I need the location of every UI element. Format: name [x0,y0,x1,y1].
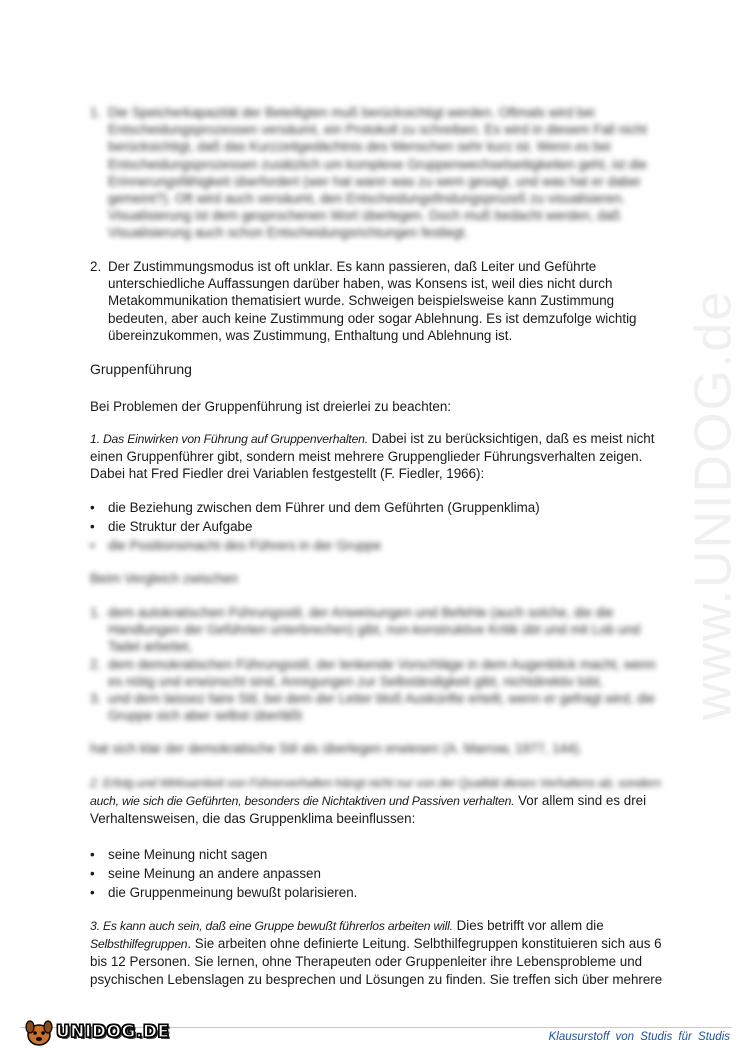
list-item: 2. dem demokratischen Führungsstil, der lenkende Vorschläge in dem Augenblick macht, wenn es nötig und erwünscht sind, Anregungen zur Selbständigkeit gibt, nichtdirektiv lobt, [90,656,656,689]
bullet-list-2 [90,845,670,902]
bullet-list-1 [90,498,670,555]
blurred-list-2 [90,604,670,724]
list-item: • die Beziehung zwischen dem Führer und dem Geführten (Gruppenklima) [90,500,540,515]
section-heading: Gruppenführung [90,361,192,377]
point-2-paragraph: 2. Erfolg und Wirksamkeit von Führerverhalten hängt nicht nur von der Qualität dieses Verhaltens ab, sondern auch, wie sich die Geführten, besonders die Nichtaktiven und Passiven verhalten. Vor allem sind es drei Verhaltensweisen, die das Gruppenklima beeinflussen: [90,776,661,827]
list-item: 1. Die Speicherkapazität der Beteiligten muß berücksichtigt werden. Oftmals wird bei Entscheidungsprozessen versäumt, ein Protokoll zu schreiben. Es wird in diesem Fall nicht berücksichtigt, daß das Kurzzeitgedächtnis des Menschen sehr kurz ist. Wenn es bei Entscheidungsprozessen zusätzlich um komplexe Gruppenwechselseitigkeiten geht, ist die Erinnerungsfähigkeit überfordert (wer hat wann was zu wem gesagt, und was hat er dabei gemeint?). Oft wird auch versäumt, den Entscheidungsfindungsprozeß zu visualisieren. Visualisierung ist dem gesprochenen Wort überlegen. Doch muß bedacht werden, daß Visualisierung auch schon Entscheidungsrichtungen festlegt. [90,105,647,241]
point-1-paragraph: 1. Das Einwirken von Führung auf Gruppenverhalten. Dabei ist zu berücksichtigen, daß es meist nicht einen Gruppenführer gibt, sondern meist mehrere Gruppenglieder Führungsverhalten zeigen. Dabei hat Fred Fiedler drei Variablen festgestellt (F. Fiedler, 1966): [90,431,655,482]
list-item: • seine Meinung an andere anpassen [90,866,321,881]
list-item-blurred: • die Positionsmacht des Führers in der Gruppe [90,538,382,553]
list-item: • seine Meinung nicht sagen [90,847,268,862]
watermark: www.UNIDOG.de [684,289,742,721]
blurred-list-1 [90,104,670,242]
footer-tagline: Klausurstoff von Studis für Studis [548,1031,730,1043]
point-3-paragraph: 3. Es kann auch sein, daß eine Gruppe bewußt führerlos arbeiten will. Dies betrifft vor allem die Selbsthilfegruppen. Sie arbeiten ohne definierte Leitung. Selbthilfegruppen konstituieren sich aus 6 bis 12 Personen. Sie lernen, ohne Therapeuten oder Gruppenleiter ihre Lebensprobleme und psychischen Lebenslagen zu besprechen und Lösungen zu finden. Sie treffen sich über mehrere [90,918,663,987]
blurred-result: hat sich klar der demokratische Stil als überlegen erwiesen (A. Marrow, 1977, 144). [90,741,583,756]
list-item: • die Struktur der Aufgabe [90,519,253,534]
list-item: 1. dem autokratischen Führungsstil, der Anweisungen und Befehle (auch solche, die die Handlungen der Geführten unterbrechen) gibt, non-konstruktive Kritik übt und mit Lob und Tadel arbeitet, [90,605,641,655]
list-item-2: 2. Der Zustimmungsmodus ist oft unklar. Es kann passieren, daß Leiter und Geführte unterschiedliche Auffassungen darüber haben, was Konsens ist, weil dies nicht durch Metakommunikation thematisiert wurde. Schweigen beispielsweise kann Zustimmung bedeuten, aber auch keine Zustimmung oder sogar Ablehnung. Es ist demzufolge wichtig übereinzukommen, was Zustimmung, Enthaltung und Ablehnung ist. [90,259,637,343]
list-item: 3. und dem laissez faire Stil, bei dem der Leiter bloß Auskünfte erteilt, wenn er gefragt wird, die Gruppe sich aber selbst überläßt [90,691,656,724]
unidog-logo[interactable]: UNIDOG.DE [22,1015,170,1049]
list-item: • die Gruppenmeinung bewußt polarisieren. [90,885,358,900]
dog-icon [22,1015,56,1049]
intro-paragraph: Bei Problemen der Gruppenführung ist dreierlei zu beachten: [90,399,452,414]
blurred-compare-intro: Beim Vergleich zwischen [90,571,239,586]
